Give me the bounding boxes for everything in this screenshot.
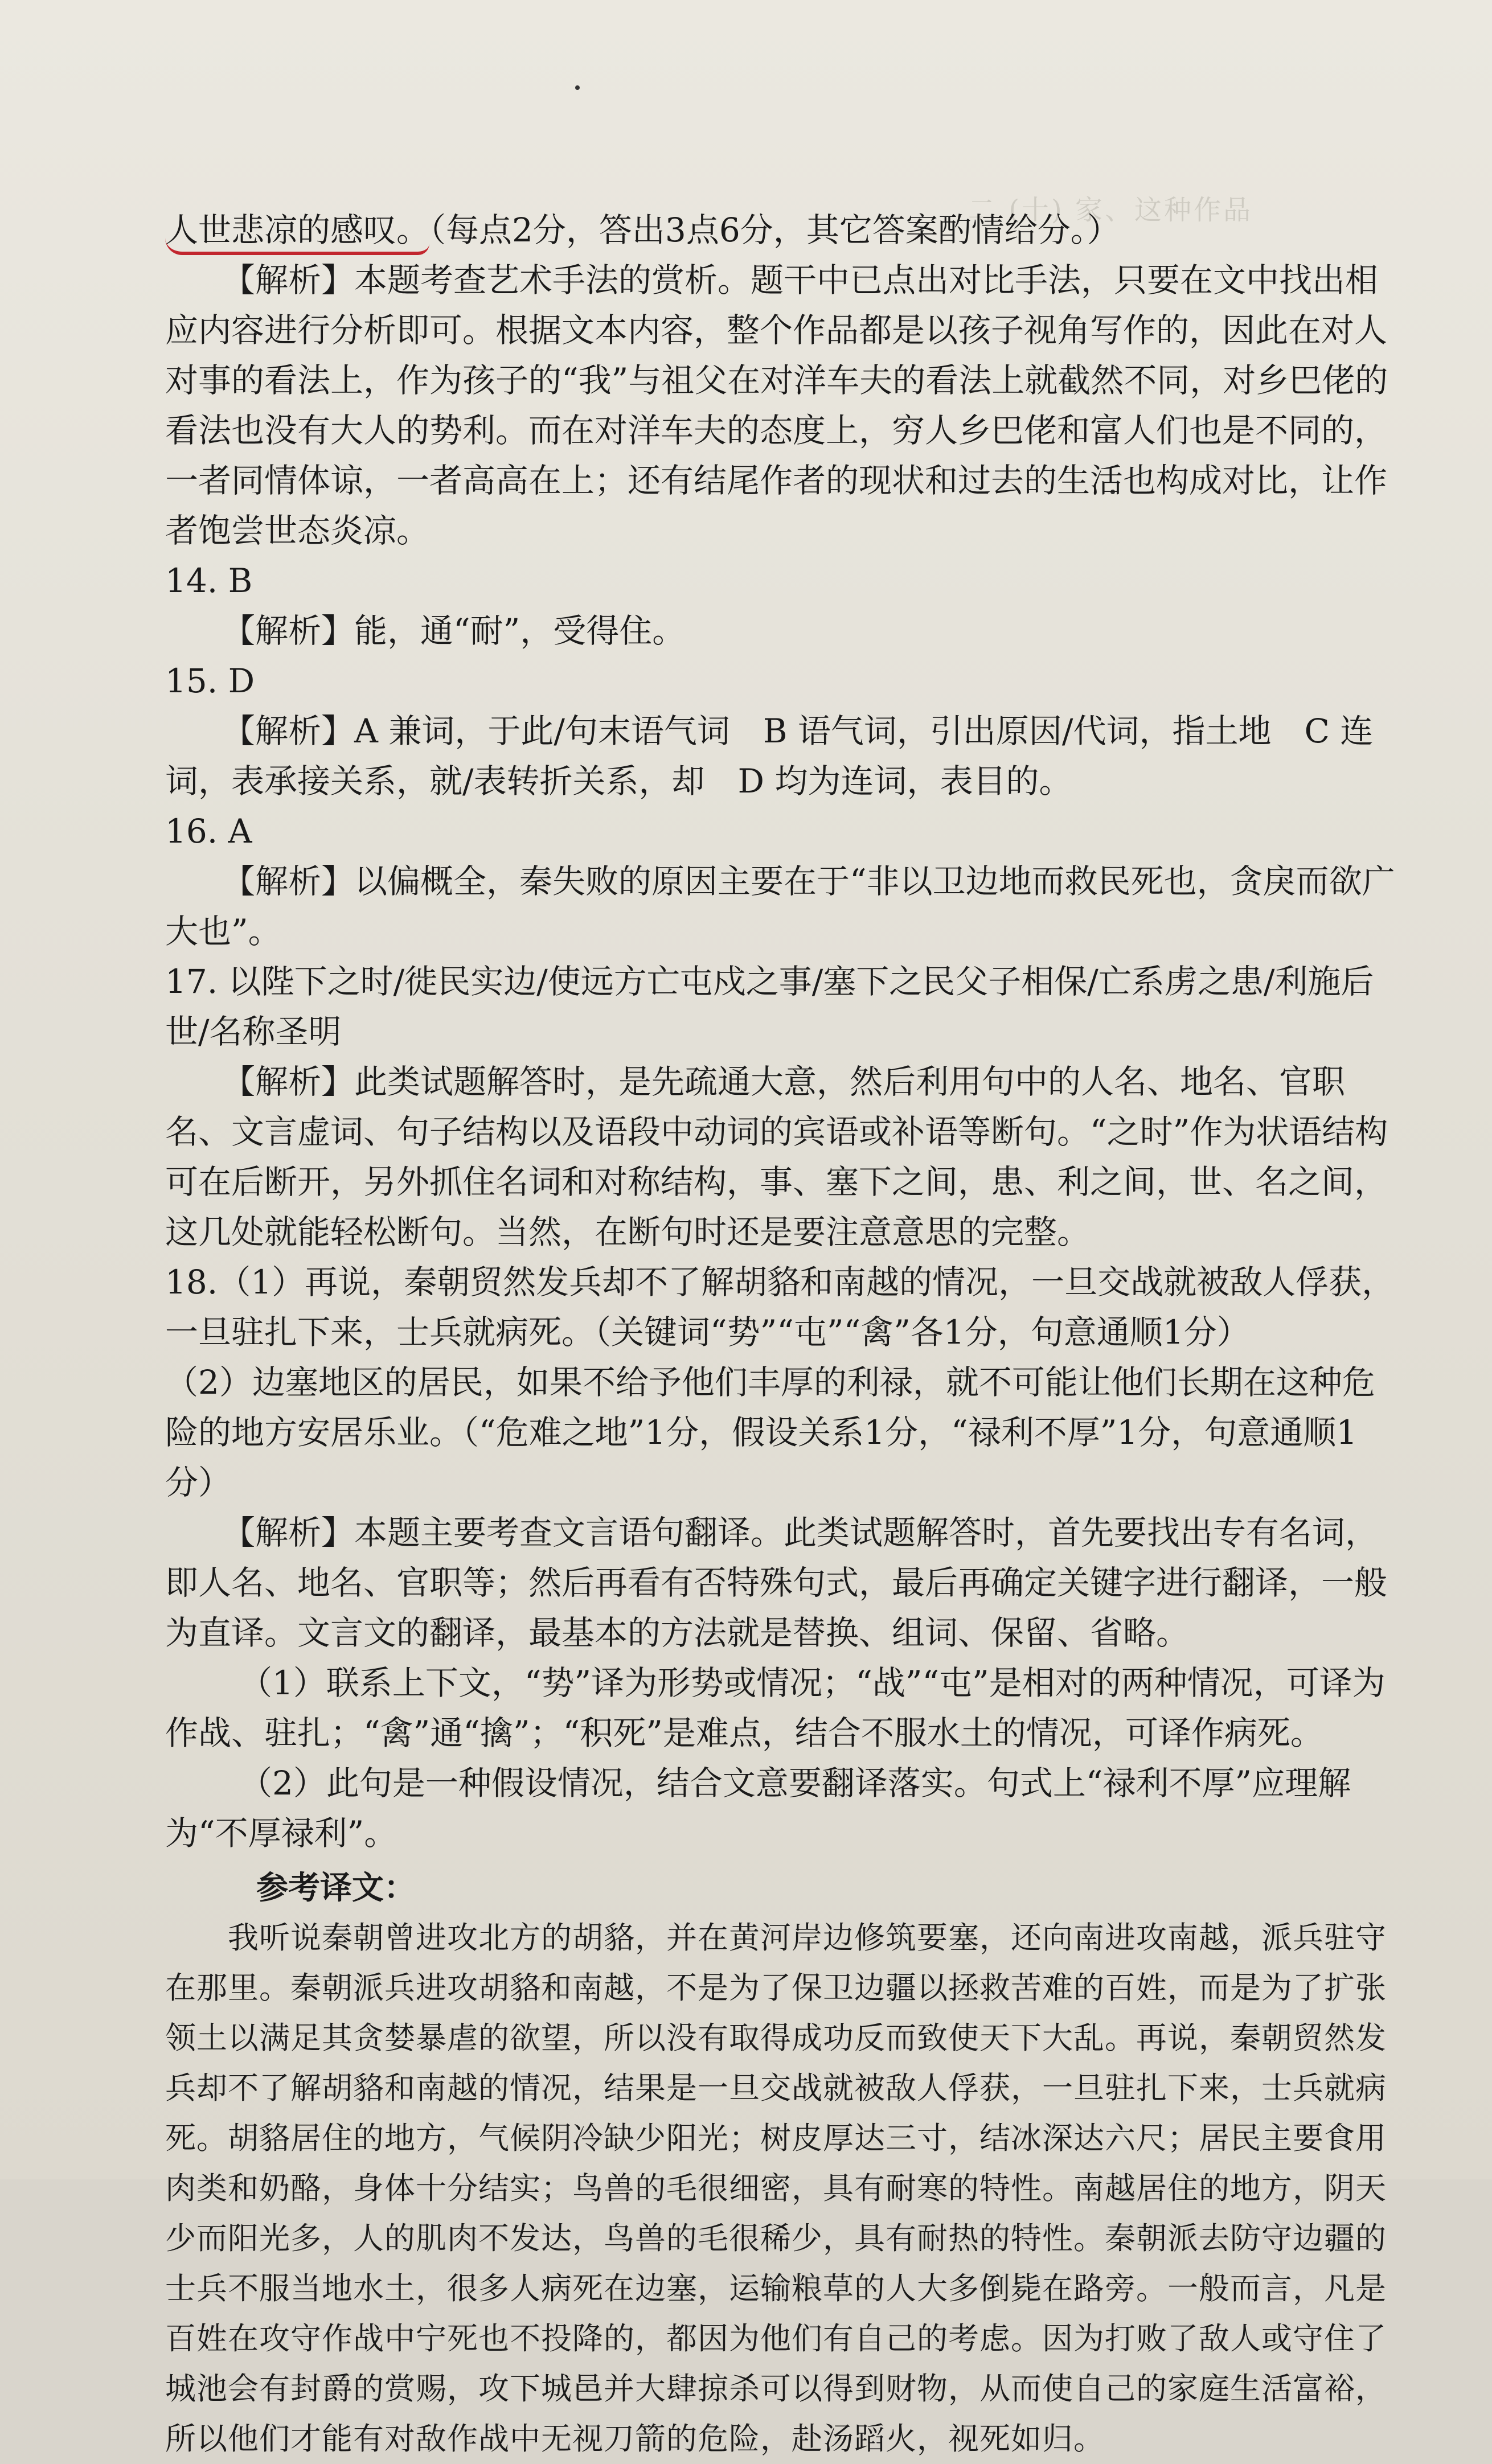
- q17-analysis: 【解析】此类试题解答时，是先疏通大意，然后利用句中的人名、地名、官职名、文言虚词、句子结构以及语段中动词的宾语或补语等断句。“之时”作为状语结构可在后断开，另外抓住名词和对称结构，事、塞下之间，患、利之间，世、名之间，这几处就能轻松断句。当然，在断句时还是要注意意思的完整。: [165, 1062, 1388, 1251]
- q17-answer: 17. 以陛下之时/徙民实边/使远方亡屯戍之事/塞下之民父子相保/亡系虏之患/利施后世/名称圣明: [165, 962, 1374, 1051]
- q14-number: 14. B: [165, 561, 253, 600]
- q14-analysis: 【解析】能，通“耐”，受得住。: [222, 611, 686, 650]
- q15-number: 15. D: [165, 662, 255, 700]
- q13-analysis: 【解析】本题考查艺术手法的赏析。题干中已点出对比手法，只要在文中找出相应内容进行分析即可。根据文本内容，整个作品都是以孩子视角写作的，因此在对人对事的看法上，作为孩子的“我”与祖父在对洋车夫的看法上就截然不同，对乡巴佬的看法也没有大人的势利。而在对洋车夫的态度上，穷人乡巴佬和富人们也是不同的，一者同情体谅，一者高高在上；还有结尾作者的现状和过去的生活也构成对比，让作者饱尝世态炎凉。: [165, 261, 1388, 550]
- q15-analysis: 【解析】A 兼词，于此/句末语气词 B 语气词，引出原因/代词，指土地 C 连词，表承接关系，就/表转折关系，却 D 均为连词，表目的。: [165, 712, 1374, 800]
- answer-key-content: [165, 205, 1407, 2464]
- q13-answer-tail: 人世悲凉的感叹。（每点2分，答出3点6分，其它答案酌情给分。）: [165, 205, 1407, 255]
- q18-answer-2: （2）边塞地区的居民，如果不给予他们丰厚的利禄，就不可能让他们长期在这种危险的地方安居乐业。（“危难之地”1分，假设关系1分，“禄利不厚”1分，句意通顺1分）: [165, 1363, 1375, 1502]
- q18-note-1: （1）联系上下文，“势”译为形势或情况；“战”“屯”是相对的两种情况，可译为作战、驻扎；“禽”通“擒”；“积死”是难点，结合不服水土的情况，可译作病死。: [165, 1664, 1386, 1752]
- q18-analysis: 【解析】本题主要考查文言语句翻译。此类试题解答时，首先要找出专有名词，即人名、地名、官职等；然后再看有否特殊句式，最后再确定关键字进行翻译，一般为直译。文言文的翻译，最基本的方法就是替换、组词、保留、省略。: [165, 1513, 1388, 1652]
- translation-title: 参考译文：: [256, 1869, 416, 1907]
- translation-body: 我听说秦朝曾进攻北方的胡貉，并在黄河岸边修筑要塞，还向南进攻南越，派兵驻守在那里。秦朝派兵进攻胡貉和南越，不是为了保卫边疆以拯救苦难的百姓，而是为了扩张领土以满足其贪婪暴虐的欲望，所以没有取得成功反而致使天下大乱。再说，秦朝贸然发兵却不了解胡貉和南越的情况，结果是一旦交战就被敌人俘获，一旦驻扎下来，士兵就病死。胡貉居住的地方，气候阴冷缺少阳光；树皮厚达三寸，结冰深达六尺；居民主要食用肉类和奶酪，身体十分结实；鸟兽的毛很细密，具有耐寒的特性。南越居住的地方，阴天少而阳光多，人的肌肉不发达，鸟兽的毛很稀少，具有耐热的特性。秦朝派去防守边疆的士兵不服当地水土，很多人病死在边塞，运输粮草的人大多倒毙在路旁。一般而言，凡是百姓在攻守作战中宁死也不投降的，都因为他们有自己的考虑。因为打败了敌人或守住了城池会有封爵的赏赐，攻下城邑并大肆掠杀可以得到财物，从而使自己的家庭生活富裕，所以他们才能有对敌作战中无视刀箭的危险，赴汤蹈火，视死如归。: [165, 1920, 1387, 2457]
- bleed-through-text: 二 (十) 家、这种作品: [968, 194, 1253, 226]
- q16-number: 16. A: [165, 812, 252, 851]
- q16-analysis: 【解析】以偏概全，秦失败的原因主要在于“非以卫边地而救民死也，贪戾而欲广大也”。: [165, 862, 1395, 951]
- q18-answer-1: 18.（1）再说，秦朝贸然发兵却不了解胡貉和南越的情况，一旦交战就被敌人俘获，一旦驻扎下来，士兵就病死。（关键词“势”“屯”“禽”各1分，句意通顺1分）: [165, 1263, 1395, 1352]
- speck: [575, 85, 580, 90]
- underlined-phrase: 人世悲凉的感叹。: [165, 211, 429, 255]
- q18-note-2: （2）此句是一种假设情况，结合文意要翻译落实。句式上“禄利不厚”应理解为“不厚禄利”。: [165, 1764, 1351, 1853]
